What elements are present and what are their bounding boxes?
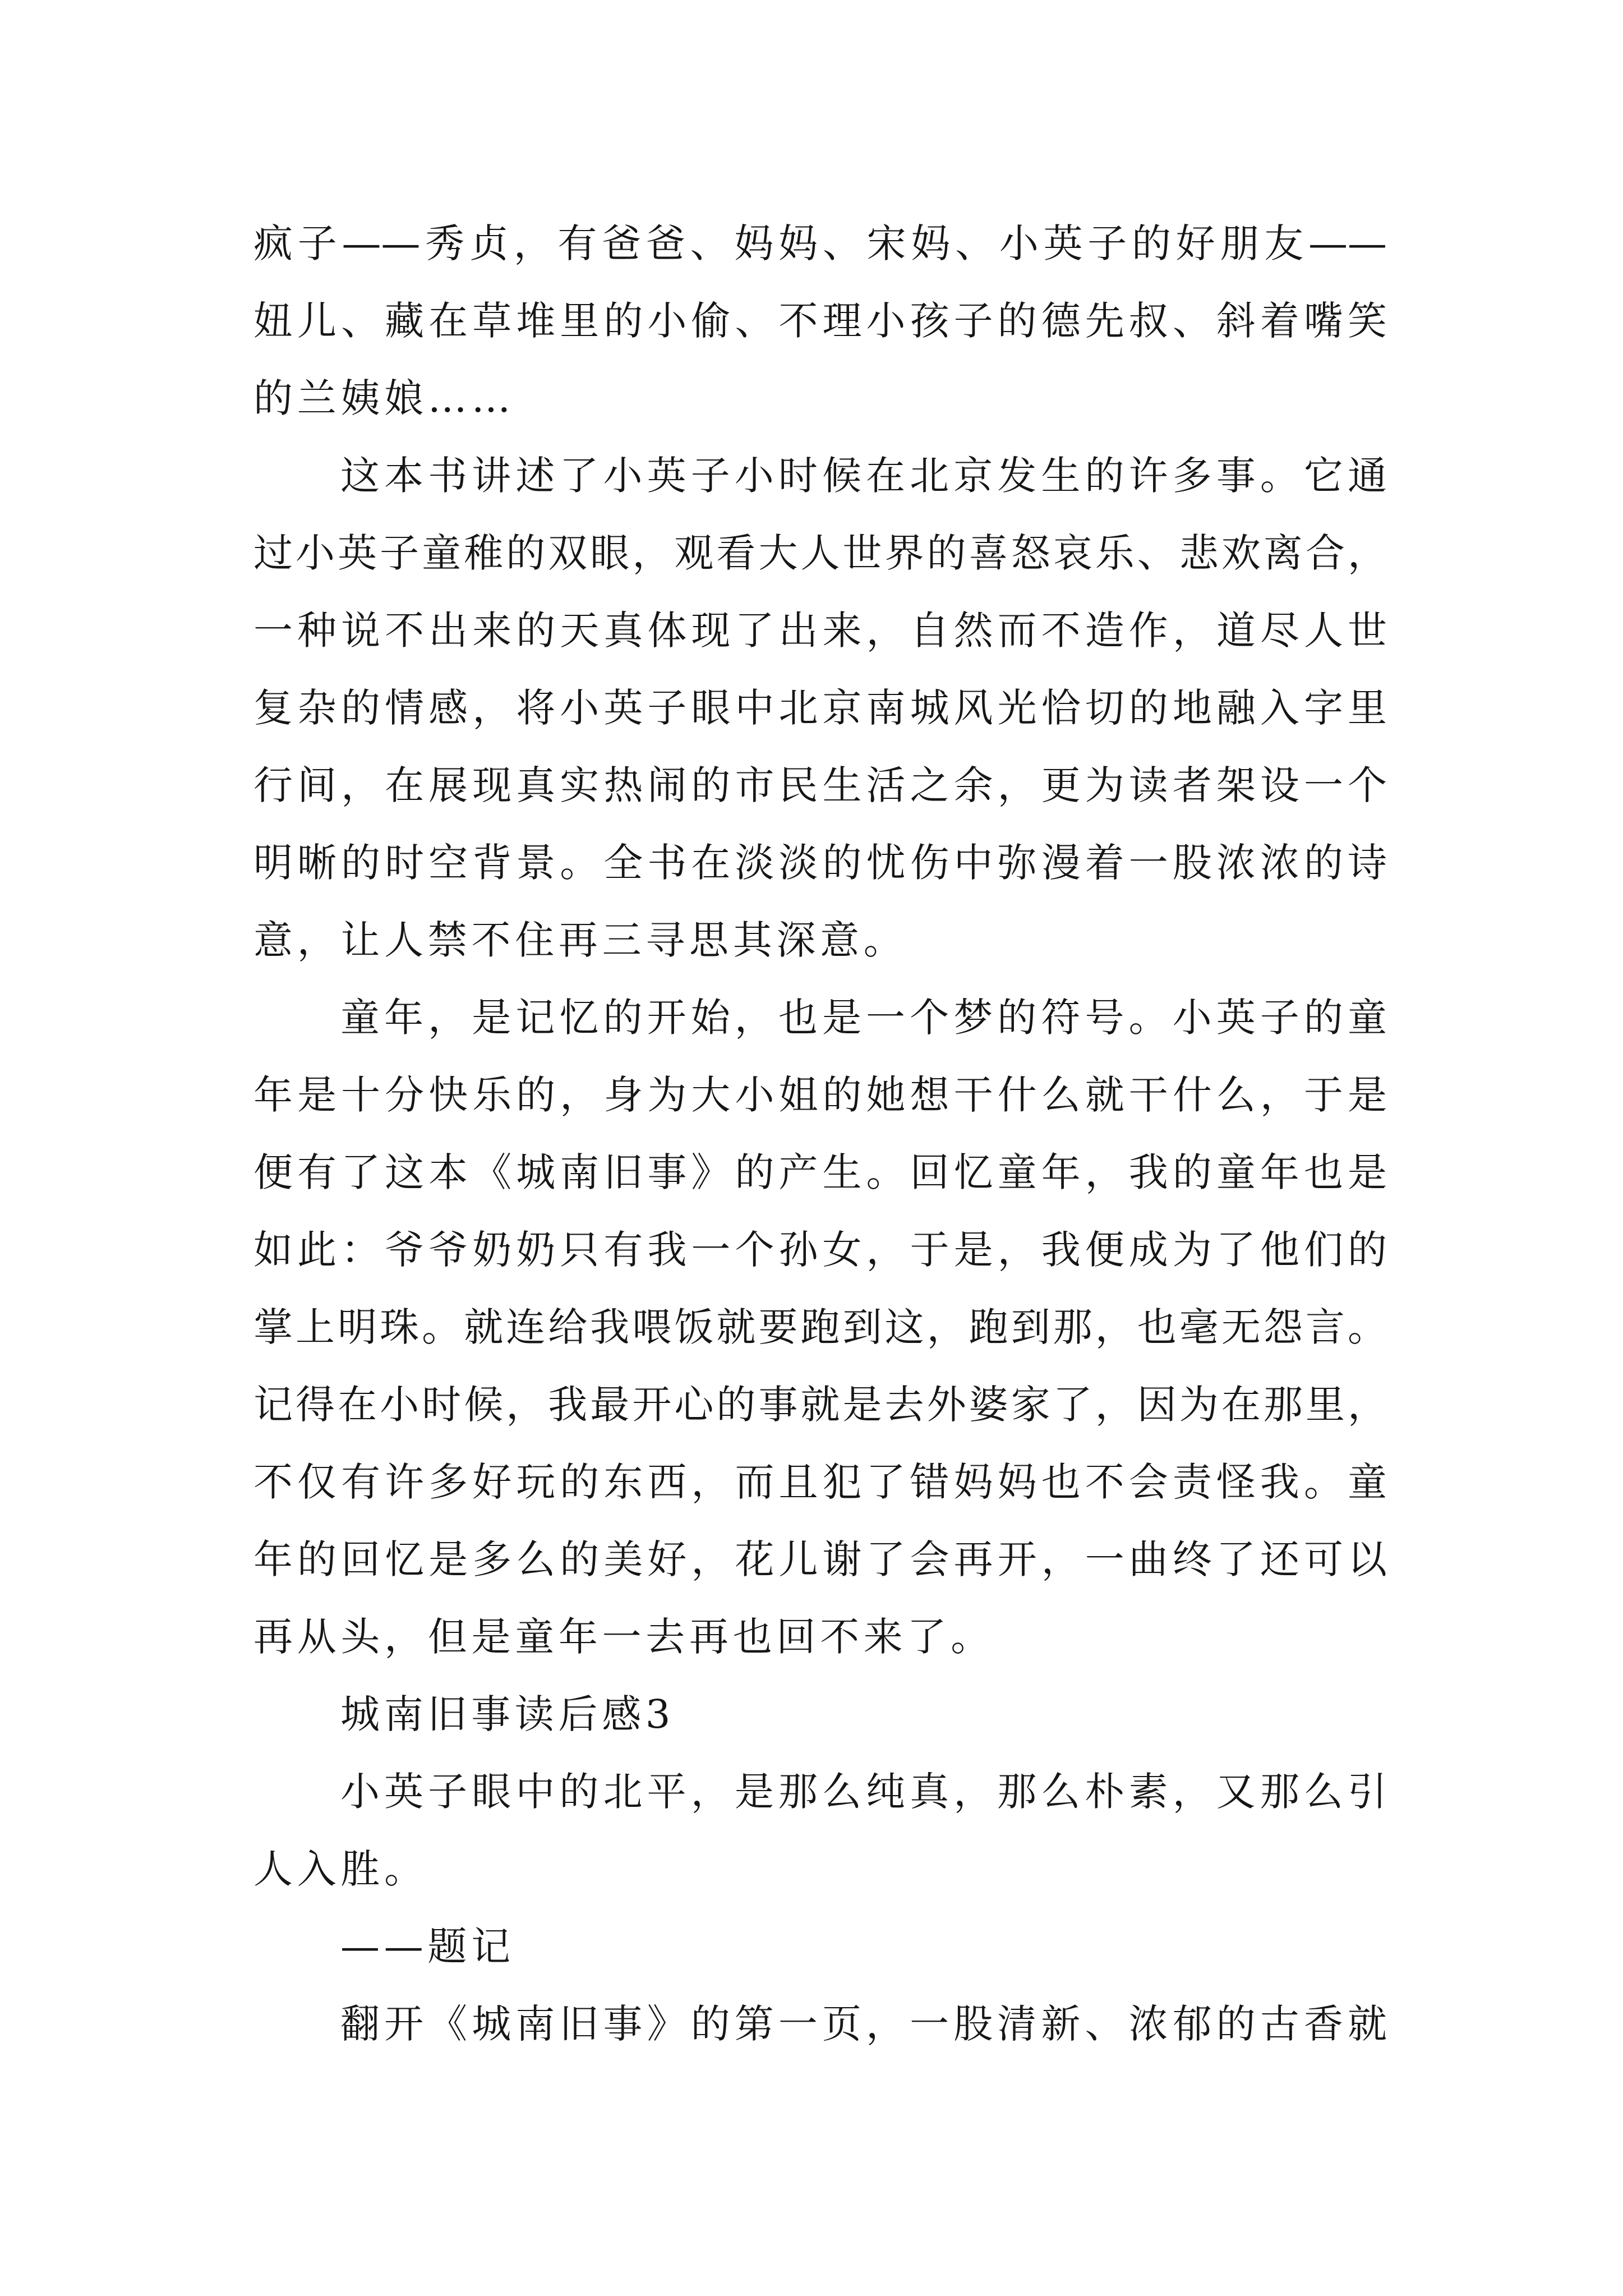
paragraph-opening: [253, 1985, 1387, 2063]
text-line: 童年，是记忆的开始，也是一个梦的符号。小英子的童: [340, 995, 1387, 1041]
text-line: 意，让人禁不住再三寻思其深意。: [253, 917, 907, 963]
text-line: 妞儿、藏在草堆里的小偷、不理小孩子的德先叔、斜着嘴笑: [253, 298, 1387, 344]
text-line: 的兰姨娘……: [253, 375, 515, 421]
text-line: 再从头，但是童年一去再也回不来了。: [253, 1614, 994, 1660]
epigraph: [253, 1753, 1387, 1908]
text-line: 复杂的情感，将小英子眼中北京南城风光恰切的地融入字里: [253, 685, 1387, 731]
paragraph-book-summary: [253, 437, 1387, 979]
text-line: 明晰的时空背景。全书在淡淡的忧伤中弥漫着一股浓浓的诗: [253, 840, 1387, 886]
text-line: 行间，在展现真实热闹的市民生活之余，更为读者架设一个: [253, 762, 1387, 808]
paragraph-continued: [253, 205, 1387, 437]
epigraph-source: ——题记: [340, 1924, 515, 1970]
text-line: 一种说不出来的天真体现了出来，自然而不造作，道尽人世: [253, 608, 1387, 654]
document-body: [253, 205, 1387, 2063]
paragraph-childhood: [253, 979, 1387, 1676]
text-line: 这本书讲述了小英子小时候在北京发生的许多事。它通: [340, 453, 1387, 499]
text-line: 小英子眼中的北平，是那么纯真，那么朴素，又那么引: [340, 1769, 1387, 1815]
text-line: 翻开《城南旧事》的第一页，一股清新、浓郁的古香就: [340, 2001, 1387, 2047]
text-line: 疯子——秀贞，有爸爸、妈妈、宋妈、小英子的好朋友——: [253, 220, 1387, 266]
text-line: 过小英子童稚的双眼，观看大人世界的喜怒哀乐、悲欢离合，: [253, 530, 1387, 576]
text-line: 不仅有许多好玩的东西，而且犯了错妈妈也不会责怪我。童: [253, 1459, 1387, 1505]
text-line: 人入胜。: [253, 1846, 428, 1892]
section-title: 城南旧事读后感3: [340, 1691, 675, 1737]
text-line: 年的回忆是多么的美好，花儿谢了会再开，一曲终了还可以: [253, 1536, 1387, 1582]
text-line: 如此：爷爷奶奶只有我一个孙女，于是，我便成为了他们的: [253, 1227, 1387, 1273]
text-line: 年是十分快乐的，身为大小姐的她想干什么就干什么，于是: [253, 1072, 1387, 1118]
text-line: 掌上明珠。就连给我喂饭就要跑到这，跑到那，也毫无怨言。: [253, 1304, 1387, 1350]
text-line: 便有了这本《城南旧事》的产生。回忆童年，我的童年也是: [253, 1149, 1387, 1195]
text-line: 记得在小时候，我最开心的事就是去外婆家了，因为在那里，: [253, 1382, 1387, 1428]
